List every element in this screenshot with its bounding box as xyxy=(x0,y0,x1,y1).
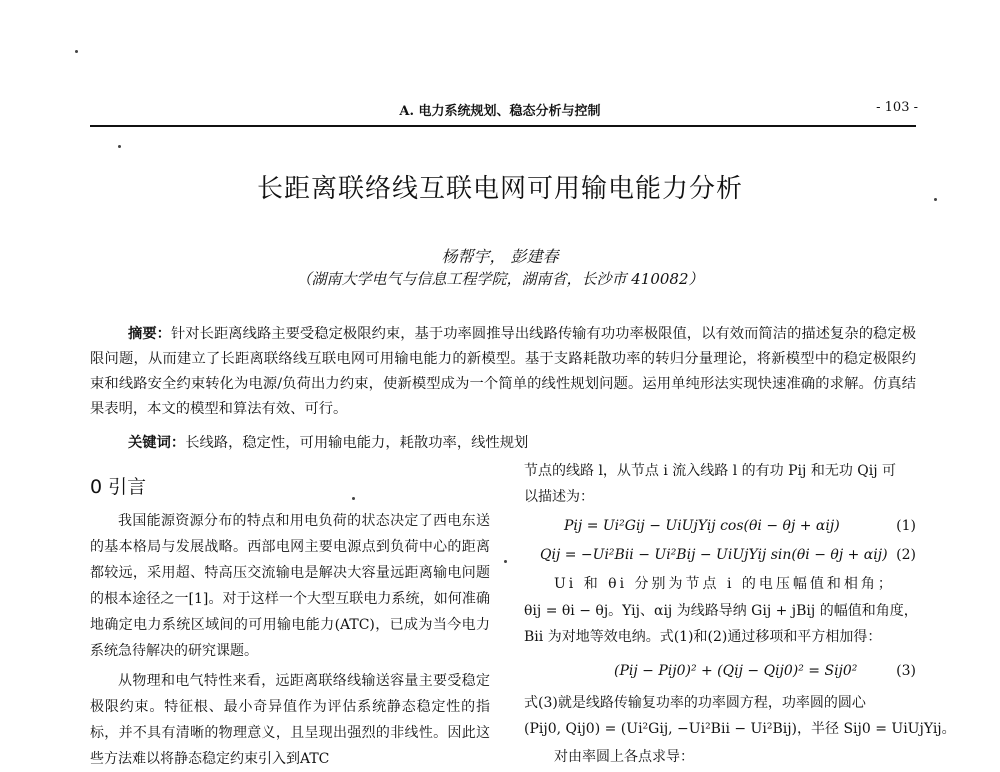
right-line-6: 式(3)就是线路传输复功率的功率圆方程，功率圆的圆心 xyxy=(524,695,866,711)
keywords xyxy=(128,432,888,452)
abstract xyxy=(90,322,916,422)
paper-affiliation: （湖南大学电气与信息工程学院，湖南省，长沙市 410082） xyxy=(296,270,704,288)
scan-speck xyxy=(934,198,937,201)
scan-speck xyxy=(504,560,507,563)
abstract-label: 摘要： xyxy=(128,326,171,342)
running-header: A. 电力系统规划、稳态分析与控制 xyxy=(399,104,601,119)
equation-3-body: (Pij − Pij0)² + (Qij − Qij0)² = Sij0² xyxy=(614,663,858,679)
paper-title: 长距离联络线互联电网可用输电能力分析 xyxy=(256,174,743,204)
equation-1 xyxy=(524,513,916,539)
left-column xyxy=(90,508,490,772)
scan-speck xyxy=(352,497,355,500)
header-rule xyxy=(90,125,916,127)
paragraph-2: 从物理和电气特性来看，远距离联络线输送容量主要受稳定极限约束。特征根、最小奇异值作为评估系统静态稳定性的指标，并不具有清晰的物理意义，且呈现出强烈的非线性。因此这些方法难以将静态稳定约束引入到ATC xyxy=(90,673,490,767)
paper-authors: 杨帮宇， 彭建春 xyxy=(441,247,559,266)
right-line-2: 以描述为： xyxy=(524,489,594,505)
right-line-1: 节点的线路 l，从节点 i 流入线路 l 的有功 Pij 和无功 Qij 可 xyxy=(524,463,897,479)
page-number: - 103 - xyxy=(876,100,918,115)
paragraph-1: 我国能源资源分布的特点和用电负荷的状态决定了西电东送的基本格局与发展战略。西部电网主要电源点到负荷中心的距离都较远，采用超、特高压交流输电是解决大容量远距离输电问题的根本途径之一[1]。对于这样一个大型互联电力系统，如何准确地确定电力系统区域间的可用输电能力(ATC)，已成为当今电力系统急待解决的研究课题。 xyxy=(90,513,490,659)
right-line-3: Ui 和 θi 分别为节点 i 的电压幅值和相角； xyxy=(554,576,895,592)
keywords-label: 关键词： xyxy=(128,435,186,451)
keywords-text: 长线路，稳定性，可用输电能力，耗散功率，线性规划 xyxy=(185,435,529,451)
equation-3-number: (3) xyxy=(896,663,916,679)
abstract-text: 针对长距离线路主要受稳定极限约束，基于功率圆推导出线路传输有功功率极限值，以有效而简洁的描述复杂的稳定极限问题，从而建立了长距离联络线互联电网可用输电能力的新模型。基于支路耗散功率的转归分量理论，将新模型中的稳定极限约束和线路安全约束转化为电源/负荷出力约束，使新模型成为一个简单的线性规划问题。运用单纯形法实现快速准确的求解。仿真结果表明，本文的模型和算法有效、可行。 xyxy=(90,326,916,417)
equation-2 xyxy=(524,542,916,568)
right-line-7: (Pij0, Qij0) = (Ui²Gij, −Ui²Bii − Ui²Bij)，半径 Sij0 = UiUjYij。 xyxy=(524,721,956,737)
right-line-5: Bii 为对地等效电纳。式(1)和(2)通过移项和平方相加得： xyxy=(524,629,882,645)
section-heading: 0 引言 xyxy=(90,476,147,498)
equation-1-number: (1) xyxy=(896,518,916,534)
scan-speck xyxy=(75,50,78,53)
equation-3 xyxy=(524,658,916,684)
equation-2-body: Qij = −Ui²Bii − Ui²Bij − UiUjYij sin(θi − θj + αij) xyxy=(540,547,888,563)
right-line-4: θij = θi − θj。Yij、αij 为线路导纳 Gij + jBij 的幅值和角度， xyxy=(524,603,918,619)
equation-1-body: Pij = Ui²Gij − UiUjYij cos(θi − θj + αij) xyxy=(564,518,840,534)
equation-2-number: (2) xyxy=(896,547,916,563)
right-column xyxy=(524,458,956,765)
scan-speck xyxy=(118,145,121,148)
right-line-8: 对由率圆上各点求导： xyxy=(554,749,694,765)
